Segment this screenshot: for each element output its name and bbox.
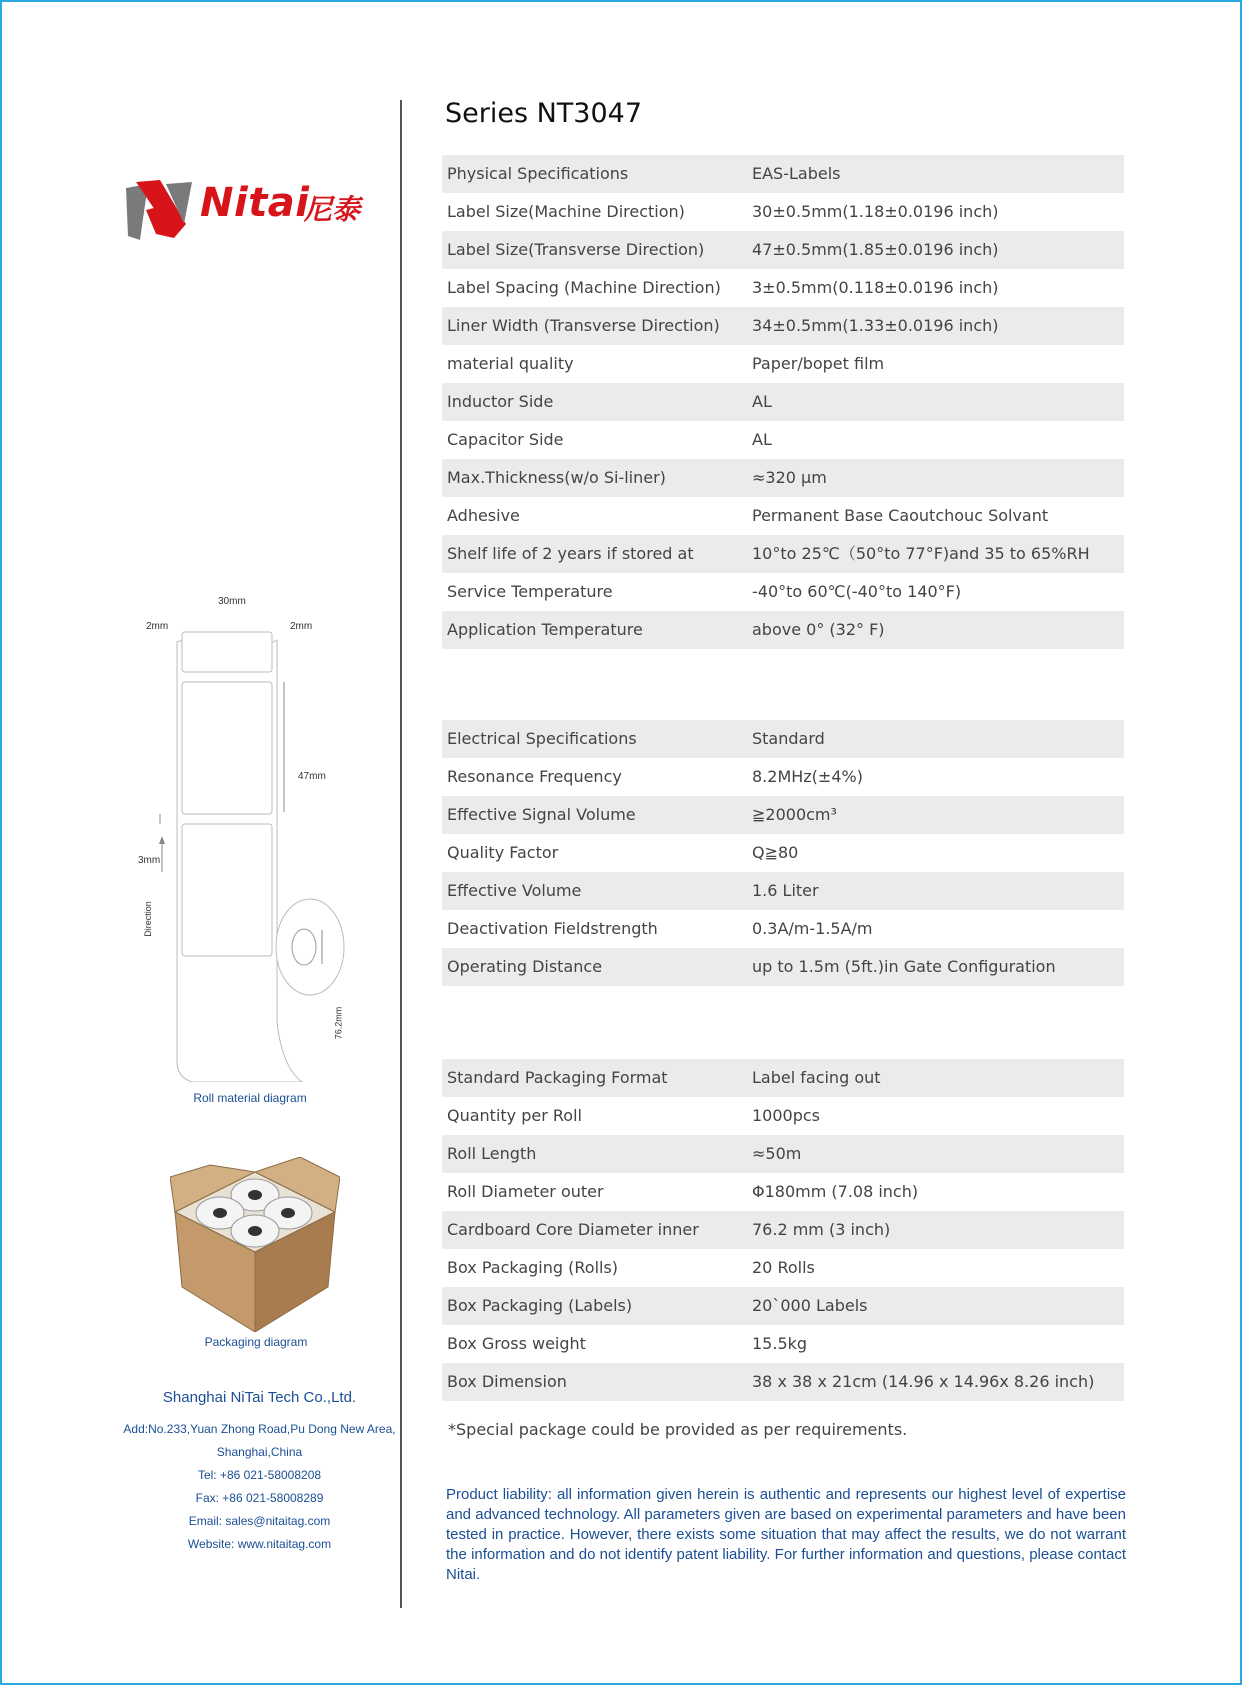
spec-key: Resonance Frequency	[447, 767, 622, 786]
company-fax: Fax: +86 021-58008289	[195, 1491, 324, 1505]
table-row	[442, 535, 1124, 573]
special-package-note: *Special package could be provided as per requirements.	[448, 1420, 908, 1439]
header-key: Standard Packaging Format	[442, 1059, 747, 1097]
spec-key: Adhesive	[447, 506, 520, 525]
table-row	[442, 872, 1124, 910]
company-contact	[112, 1389, 407, 1556]
table-row	[442, 383, 1124, 421]
table-header-row	[442, 1059, 1124, 1097]
table-row	[442, 1097, 1124, 1135]
table-header-row	[442, 720, 1124, 758]
spec-value: -40°to 60℃(-40°to 140°F)	[752, 582, 962, 601]
spec-value: ≧2000cm³	[747, 796, 1124, 834]
dim-height-label: 47mm	[298, 771, 326, 782]
table-row	[442, 948, 1124, 986]
spec-key: Service Temperature	[447, 582, 613, 601]
table-row	[442, 796, 1124, 834]
spec-value: Permanent Base Caoutchouc Solvant	[752, 506, 1049, 525]
spec-key: Application Temperature	[442, 611, 747, 649]
direction-label: Direction	[142, 901, 153, 937]
spec-key: Shelf life of 2 years if stored at	[442, 535, 747, 573]
table-row	[442, 573, 1124, 611]
spec-value: ≈50m	[747, 1135, 1124, 1173]
table-row	[442, 231, 1124, 269]
spec-value: 0.3A/m-1.5A/m	[752, 919, 873, 938]
spec-key: Quality Factor	[447, 843, 559, 862]
spec-key: Inductor Side	[442, 383, 747, 421]
company-email: Email: sales@nitaitag.com	[188, 1514, 331, 1528]
spec-key: Effective Volume	[442, 872, 747, 910]
vertical-divider	[400, 100, 402, 1608]
table-row	[442, 459, 1124, 497]
table-row	[442, 421, 1124, 459]
table-row	[442, 1135, 1124, 1173]
brand-name: Nitai	[200, 180, 310, 226]
spec-value: 30±0.5mm(1.18±0.0196 inch)	[752, 202, 999, 221]
table-row	[442, 758, 1124, 796]
spec-value: 3±0.5mm(0.118±0.0196 inch)	[752, 278, 999, 297]
packaging-spec-table	[442, 1059, 1124, 1401]
spec-value: 20`000 Labels	[747, 1287, 1124, 1325]
roll-material-diagram	[132, 596, 392, 1082]
spec-key: Max.Thickness(w/o Si-liner)	[442, 459, 747, 497]
spec-key: Box Dimension	[442, 1363, 747, 1401]
spec-key: material quality	[447, 354, 574, 373]
header-key: Electrical Specifications	[442, 720, 747, 758]
product-liability-text: Product liability: all information given herein is authentic and represents our highest level of expertise and advanced technology. All parameters given are based on experimental parameters and have been tested in practice. However, there exists some situation that may affect the results, we do not warrant the information and do not identify patent liability. For further information and questions, please contact Nitai.	[446, 1486, 1126, 1583]
physical-spec-table	[442, 155, 1124, 649]
spec-value: ≈320 μm	[747, 459, 1124, 497]
table-row	[442, 834, 1124, 872]
core-diameter-label: 76.2mm	[333, 1006, 344, 1040]
spec-key: Label Size(Transverse Direction)	[442, 231, 747, 269]
spec-key: Capacitor Side	[447, 430, 564, 449]
nitai-logo	[126, 180, 386, 242]
table-row	[442, 1173, 1124, 1211]
spec-value: 1000pcs	[752, 1106, 821, 1125]
spec-key: Box Gross weight	[447, 1334, 586, 1353]
table-row	[442, 611, 1124, 649]
table-row	[442, 1287, 1124, 1325]
company-address-2: Shanghai,China	[216, 1445, 303, 1459]
header-key: Physical Specifications	[442, 155, 747, 193]
dim-gap-label: 3mm	[138, 855, 161, 866]
spec-key: Cardboard Core Diameter inner	[442, 1211, 747, 1249]
spec-value: AL	[747, 383, 1124, 421]
spec-value: 15.5kg	[752, 1334, 808, 1353]
company-website: Website: www.nitaitag.com	[187, 1537, 332, 1551]
spec-value: 20 Rolls	[752, 1258, 815, 1277]
spec-value: 10°to 25℃（50°to 77°F)and 35 to 65%RH	[747, 535, 1124, 573]
table-row	[442, 910, 1124, 948]
table-row	[442, 1325, 1124, 1363]
spec-value: 8.2MHz(±4%)	[752, 767, 863, 786]
company-address-1: Add:No.233,Yuan Zhong Road,Pu Dong New Area,	[123, 1422, 396, 1436]
roll-diagram-caption: Roll material diagram	[193, 1091, 307, 1105]
packaging-diagram-caption: Packaging diagram	[204, 1335, 308, 1349]
company-tel: Tel: +86 021-58008208	[197, 1468, 322, 1482]
page-title: Series NT3047	[445, 98, 643, 129]
spec-key: Deactivation Fieldstrength	[447, 919, 658, 938]
header-value: Standard	[747, 720, 1124, 758]
spec-key: Label Size(Machine Direction)	[447, 202, 685, 221]
spec-key: Box Packaging (Labels)	[442, 1287, 747, 1325]
table-row	[442, 269, 1124, 307]
dim-width-label: 30mm	[218, 596, 246, 607]
spec-key: Label Spacing (Machine Direction)	[447, 278, 721, 297]
spec-value: 38 x 38 x 21cm (14.96 x 14.96x 8.26 inch)	[747, 1363, 1124, 1401]
dim-left-margin-label: 2mm	[146, 621, 169, 632]
brand-name-cn: 尼泰	[304, 193, 361, 226]
table-row	[442, 1211, 1124, 1249]
spec-value: 47±0.5mm(1.85±0.0196 inch)	[747, 231, 1124, 269]
table-row	[442, 345, 1124, 383]
packaging-box-image	[170, 1157, 340, 1332]
spec-key: Operating Distance	[442, 948, 747, 986]
spec-value: Paper/bopet film	[752, 354, 885, 373]
table-header-row	[442, 155, 1124, 193]
spec-key: Liner Width (Transverse Direction)	[442, 307, 747, 345]
table-row	[442, 193, 1124, 231]
header-value: EAS-Labels	[747, 155, 1124, 193]
company-name: Shanghai NiTai Tech Co.,Ltd.	[162, 1389, 357, 1406]
spec-value: AL	[752, 430, 772, 449]
box-icon	[170, 1157, 340, 1332]
spec-key: Roll Diameter outer	[447, 1182, 604, 1201]
dim-right-margin-label: 2mm	[290, 621, 313, 632]
spec-value: Φ180mm (7.08 inch)	[752, 1182, 919, 1201]
spec-key: Roll Length	[442, 1135, 747, 1173]
table-row	[442, 1249, 1124, 1287]
electrical-spec-table	[442, 720, 1124, 986]
table-row	[442, 497, 1124, 535]
roll-diagram-graphic	[132, 622, 392, 1082]
spec-value: above 0° (32° F)	[747, 611, 1124, 649]
spec-value: up to 1.5m (5ft.)in Gate Configuration	[747, 948, 1124, 986]
nitai-emblem-icon	[126, 180, 196, 242]
spec-value: 34±0.5mm(1.33±0.0196 inch)	[747, 307, 1124, 345]
spec-value: Q≧80	[752, 843, 799, 862]
spec-value: 76.2 mm (3 inch)	[747, 1211, 1124, 1249]
spec-key: Quantity per Roll	[447, 1106, 582, 1125]
spec-value: 1.6 Liter	[747, 872, 1124, 910]
spec-key: Box Packaging (Rolls)	[447, 1258, 619, 1277]
table-row	[442, 1363, 1124, 1401]
header-value: Label facing out	[747, 1059, 1124, 1097]
table-row	[442, 307, 1124, 345]
spec-key: Effective Signal Volume	[442, 796, 747, 834]
